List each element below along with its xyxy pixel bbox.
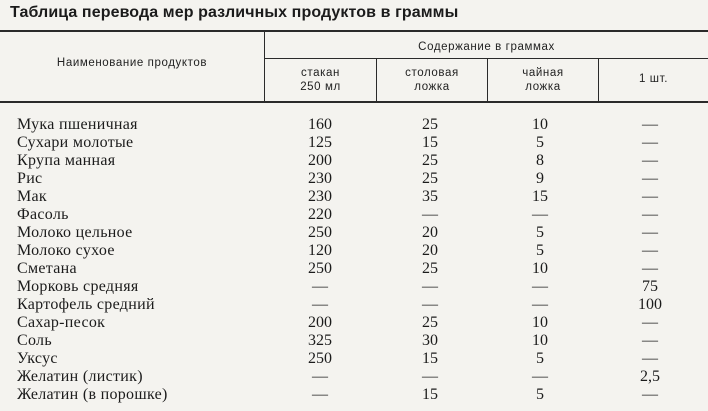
table-row xyxy=(0,351,708,367)
teaspoon-value: 10 xyxy=(532,260,548,277)
column-header-line: столовая xyxy=(405,67,459,79)
glass-value: 160 xyxy=(308,116,332,133)
teaspoon-value: 8 xyxy=(536,152,544,169)
teaspoon-value: — xyxy=(532,368,548,385)
glass-value: 125 xyxy=(308,134,332,151)
product-name: Сметана xyxy=(17,260,77,277)
piece-value: — xyxy=(642,170,658,187)
product-name: Рис xyxy=(17,170,43,187)
glass-value: 200 xyxy=(308,152,332,169)
teaspoon-value: 9 xyxy=(536,170,544,187)
column-header-piece xyxy=(599,72,708,86)
table-row xyxy=(0,135,708,151)
product-name: Мука пшеничная xyxy=(17,116,138,133)
tablespoon-value: 25 xyxy=(422,116,438,133)
glass-value: 250 xyxy=(308,260,332,277)
table-row xyxy=(0,153,708,169)
group-header-rule xyxy=(264,58,708,59)
glass-value: 230 xyxy=(308,188,332,205)
table-row xyxy=(0,333,708,349)
table-row xyxy=(0,369,708,385)
piece-value: — xyxy=(642,224,658,241)
product-name: Сахар-песок xyxy=(17,314,106,331)
table-row xyxy=(0,243,708,259)
product-name: Желатин (в порошке) xyxy=(17,386,168,403)
product-name: Морковь средняя xyxy=(17,278,139,295)
glass-value: 250 xyxy=(308,350,332,367)
tablespoon-value: 25 xyxy=(422,152,438,169)
teaspoon-value: 10 xyxy=(532,116,548,133)
product-name: Желатин (листик) xyxy=(17,368,143,385)
product-name: Крупа манная xyxy=(17,152,116,169)
piece-value: 2,5 xyxy=(640,368,660,385)
glass-value: 120 xyxy=(308,242,332,259)
product-name: Картофель средний xyxy=(17,296,155,313)
table-row xyxy=(0,207,708,223)
teaspoon-value: 5 xyxy=(536,134,544,151)
piece-value: — xyxy=(642,242,658,259)
column-header-line: ложка xyxy=(414,81,450,93)
tablespoon-value: — xyxy=(422,206,438,223)
page-title: Таблица перевода мер различных продуктов в граммы xyxy=(10,4,459,21)
piece-value: — xyxy=(642,314,658,331)
piece-value: — xyxy=(642,386,658,403)
glass-value: — xyxy=(312,278,328,295)
table-row xyxy=(0,297,708,313)
tablespoon-value: 20 xyxy=(422,224,438,241)
column-header-line: чайная xyxy=(522,67,564,79)
column-header-teaspoon xyxy=(488,66,598,94)
product-name: Молоко цельное xyxy=(17,224,133,241)
content-group-header: Содержание в граммах xyxy=(418,41,555,53)
piece-value: — xyxy=(642,350,658,367)
glass-value: 230 xyxy=(308,170,332,187)
piece-value: — xyxy=(642,332,658,349)
teaspoon-value: 5 xyxy=(536,224,544,241)
tablespoon-value: 15 xyxy=(422,350,438,367)
column-header-line: стакан xyxy=(301,67,340,79)
column-header-line: 1 шт. xyxy=(638,73,668,85)
tablespoon-value: 30 xyxy=(422,332,438,349)
column-header-glass xyxy=(265,66,376,94)
teaspoon-value: 15 xyxy=(532,188,548,205)
column-header-line: 250 мл xyxy=(300,81,341,93)
tablespoon-value: 15 xyxy=(422,134,438,151)
tablespoon-value: — xyxy=(422,278,438,295)
teaspoon-value: 5 xyxy=(536,350,544,367)
product-name: Сухари молотые xyxy=(17,134,134,151)
glass-value: — xyxy=(312,386,328,403)
teaspoon-value: — xyxy=(532,206,548,223)
product-name: Фасоль xyxy=(17,206,69,223)
table-row xyxy=(0,189,708,205)
glass-value: 325 xyxy=(308,332,332,349)
glass-value: — xyxy=(312,368,328,385)
table-row xyxy=(0,387,708,403)
piece-value: — xyxy=(642,188,658,205)
glass-value: — xyxy=(312,296,328,313)
tablespoon-value: 35 xyxy=(422,188,438,205)
product-name: Соль xyxy=(17,332,52,349)
tablespoon-value: 15 xyxy=(422,386,438,403)
product-name: Мак xyxy=(17,188,48,205)
piece-value: — xyxy=(642,206,658,223)
table-top-rule xyxy=(0,30,708,32)
piece-value: — xyxy=(642,116,658,133)
tablespoon-value: 20 xyxy=(422,242,438,259)
piece-value: 75 xyxy=(642,278,658,295)
tablespoon-value: — xyxy=(422,296,438,313)
piece-value: — xyxy=(642,152,658,169)
tablespoon-value: — xyxy=(422,368,438,385)
piece-value: 100 xyxy=(638,296,662,313)
piece-value: — xyxy=(642,260,658,277)
name-column-header: Наименование продуктов xyxy=(56,57,208,69)
table-row xyxy=(0,117,708,133)
teaspoon-value: 5 xyxy=(536,242,544,259)
tablespoon-value: 25 xyxy=(422,260,438,277)
glass-value: 250 xyxy=(308,224,332,241)
table-row xyxy=(0,171,708,187)
teaspoon-value: — xyxy=(532,296,548,313)
table-row xyxy=(0,279,708,295)
teaspoon-value: — xyxy=(532,278,548,295)
glass-value: 220 xyxy=(308,206,332,223)
product-name: Молоко сухое xyxy=(17,242,115,259)
tablespoon-value: 25 xyxy=(422,314,438,331)
header-bottom-rule xyxy=(0,101,708,103)
teaspoon-value: 10 xyxy=(532,332,548,349)
teaspoon-value: 5 xyxy=(536,386,544,403)
column-header-line: ложка xyxy=(525,81,561,93)
tablespoon-value: 25 xyxy=(422,170,438,187)
product-name: Уксус xyxy=(17,350,58,367)
piece-value: — xyxy=(642,134,658,151)
table-row xyxy=(0,315,708,331)
table-row xyxy=(0,261,708,277)
column-header-tablespoon xyxy=(377,66,487,94)
teaspoon-value: 10 xyxy=(532,314,548,331)
glass-value: 200 xyxy=(308,314,332,331)
table-row xyxy=(0,225,708,241)
